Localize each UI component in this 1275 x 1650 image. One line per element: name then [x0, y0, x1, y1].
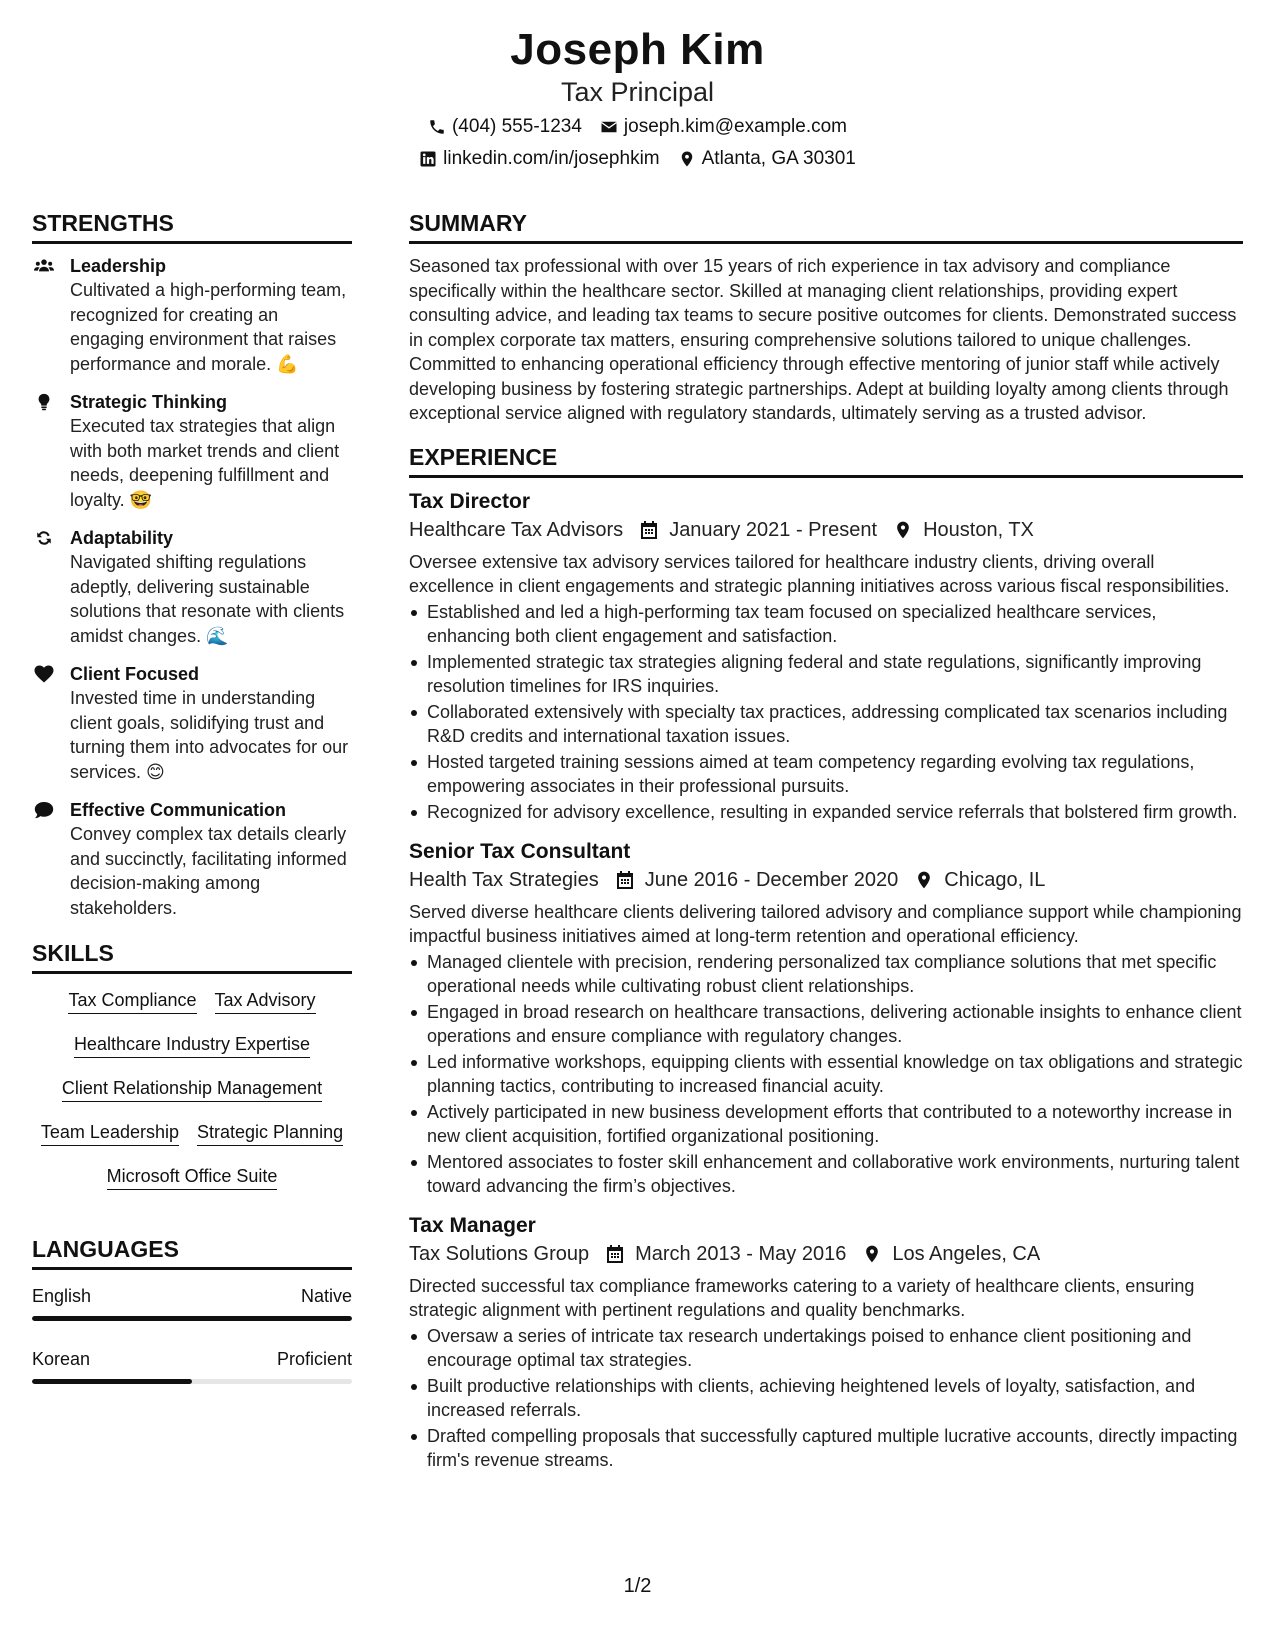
- experience-heading: EXPERIENCE: [409, 442, 1243, 478]
- job-title: Senior Tax Consultant: [409, 839, 631, 863]
- language-level: Proficient: [276, 1349, 352, 1369]
- job-bullet: Built productive relationships with clients, achieving heightened levels of loyalty, satisfaction, and increased referrals.: [409, 1374, 1243, 1422]
- language-proficiency-bar: [32, 1379, 352, 1384]
- skill-tag: Team Leadership: [41, 1120, 179, 1146]
- envelope-icon: [600, 118, 618, 136]
- linkedin-link[interactable]: linkedin.com/in/josephkim: [443, 148, 660, 169]
- job-title: Tax Director: [409, 489, 530, 513]
- strength-name: Strategic Thinking: [70, 392, 228, 412]
- skill-tag: Microsoft Office Suite: [107, 1164, 278, 1190]
- job-description: Served diverse healthcare clients delivering tailored advisory and compliance support while championing impactful business initiatives aimed at long-term retention and operational efficiency.: [409, 901, 1242, 946]
- job-meta: [409, 516, 1243, 544]
- strength-item: [32, 662, 352, 784]
- job-bullets: [409, 600, 1243, 824]
- skill-tag: Healthcare Industry Expertise: [74, 1032, 310, 1058]
- job-bullet: Collaborated extensively with specialty tax practices, addressing complicated tax scenarios including R&D credits and international taxation issues.: [409, 700, 1243, 748]
- map-pin-icon: [678, 150, 696, 168]
- map-pin-icon: [893, 520, 913, 540]
- job-bullet: Oversaw a series of intricate tax research undertakings poised to enhance client positioning and encourage optimal tax strategies.: [409, 1324, 1243, 1372]
- language-proficiency-fill: [32, 1316, 352, 1321]
- comment-icon: [32, 798, 56, 920]
- job-bullet: Recognized for advisory excellence, resulting in expanded service referrals that bolstered firm growth.: [409, 800, 1243, 824]
- location-text: Atlanta, GA 30301: [701, 148, 856, 169]
- job-bullets: [409, 950, 1243, 1198]
- job-location: Chicago, IL: [944, 868, 1046, 891]
- skill-tag: Tax Advisory: [215, 988, 316, 1014]
- map-pin-icon: [862, 1244, 882, 1264]
- job-location: Los Angeles, CA: [892, 1242, 1041, 1265]
- phone-icon: [428, 118, 446, 136]
- right-column: [409, 208, 1243, 1486]
- job-bullet: Drafted compelling proposals that successfully captured multiple lucrative accounts, directly impacting firm's revenue streams.: [409, 1424, 1243, 1472]
- contact-location: [678, 146, 856, 172]
- strength-description: Invested time in understanding client goals, solidifying trust and turning them into advocates for our services. 😊: [70, 688, 349, 782]
- language-level: Native: [300, 1286, 352, 1306]
- contact-email[interactable]: [600, 114, 847, 140]
- linkedin-icon: [419, 150, 437, 168]
- map-pin-icon: [914, 870, 934, 890]
- job-bullet: Established and led a high-performing tax team focused on specialized healthcare services, enhancing both client engagement and satisfaction.: [409, 600, 1243, 648]
- calendar-icon: [639, 520, 659, 540]
- summary-text: Seasoned tax professional with over 15 years of rich experience in tax advisory and compliance specifically within the healthcare sector. Skilled at managing client relationships, providing expert consulting advice, and leading tax teams to secure positive outcomes for clients. Demonstrated success in complex corporate tax matters, ensuring comprehensive solutions tailored to unique challenges. Committed to enhancing operational efficiency through effective mentoring of junior staff while actively developing business by fostering strategic partnerships. Adept at building loyalty among clients through exceptional service aligned with regulatory standards, ultimately serving as a trusted advisor.: [409, 256, 1237, 423]
- strength-item: [32, 526, 352, 648]
- job-title: Tax Manager: [409, 1213, 536, 1237]
- job-location: Houston, TX: [923, 518, 1034, 541]
- strength-item: [32, 798, 352, 920]
- resume-header: [0, 24, 1275, 172]
- skill-tag: Client Relationship Management: [62, 1076, 322, 1102]
- strength-item: [32, 254, 352, 376]
- strength-item: [32, 390, 352, 512]
- contact-line-2: [0, 146, 1275, 172]
- skills-list: [32, 984, 352, 1190]
- contact-linkedin[interactable]: [419, 146, 660, 172]
- left-column: [32, 208, 352, 1410]
- job-dates: March 2013 - May 2016: [635, 1242, 847, 1265]
- job-bullet: Engaged in broad research on healthcare transactions, delivering actionable insights to enhance client operations and ensure compliance with regulatory changes.: [409, 1000, 1243, 1048]
- job-entry: [409, 488, 1243, 824]
- calendar-icon: [615, 870, 635, 890]
- strength-name: Adaptability: [70, 528, 174, 548]
- job-bullet: Managed clientele with precision, rendering personalized tax compliance solutions that met specific operational needs while cultivating robust client relationships.: [409, 950, 1243, 998]
- strengths-heading: STRENGTHS: [32, 208, 352, 244]
- page-number: 1/2: [623, 1575, 652, 1597]
- job-meta: [409, 866, 1243, 894]
- job-entry: [409, 838, 1243, 1198]
- strength-name: Effective Communication: [70, 800, 287, 820]
- heart-icon: [32, 662, 56, 784]
- job-dates: January 2021 - Present: [669, 518, 878, 541]
- lightbulb-icon: [32, 390, 56, 512]
- job-company: Healthcare Tax Advisors: [409, 518, 624, 541]
- skills-heading: SKILLS: [32, 938, 352, 974]
- summary-heading: SUMMARY: [409, 208, 1243, 244]
- language-name: Korean: [32, 1349, 91, 1369]
- strength-description: Convey complex tax details clearly and succinctly, facilitating informed decision-making among stakeholders.: [70, 824, 347, 918]
- strength-description: Cultivated a high-performing team, recognized for creating an engaging environment that raises performance and morale. 💪: [70, 280, 347, 374]
- language-proficiency-fill: [32, 1379, 192, 1384]
- job-bullets: [409, 1324, 1243, 1472]
- skill-tag: Tax Compliance: [68, 988, 196, 1014]
- skill-tag: Strategic Planning: [197, 1120, 343, 1146]
- calendar-icon: [605, 1244, 625, 1264]
- strength-description: Executed tax strategies that align with both market trends and client needs, deepening fulfillment and loyalty. 🤓: [70, 416, 340, 510]
- language-row: [32, 1284, 352, 1308]
- job-bullet: Implemented strategic tax strategies aligning federal and state regulations, significantly improving resolution timelines for IRS inquiries.: [409, 650, 1243, 698]
- job-entry: [409, 1212, 1243, 1472]
- job-bullet: Mentored associates to foster skill enhancement and collaborative work environments, nurturing talent toward advancing the firm’s objectives.: [409, 1150, 1243, 1198]
- users-icon: [32, 254, 56, 376]
- job-description: Directed successful tax compliance frameworks catering to a variety of healthcare clients, ensuring strategic alignment with pertinent regulations and quality benchmarks.: [409, 1275, 1195, 1320]
- languages-list: [32, 1284, 352, 1384]
- language-proficiency-bar: [32, 1316, 352, 1321]
- sync-icon: [32, 526, 56, 648]
- job-dates: June 2016 - December 2020: [644, 868, 899, 891]
- experience-list: [409, 488, 1243, 1472]
- languages-heading: LANGUAGES: [32, 1234, 352, 1270]
- strength-description: Navigated shifting regulations adeptly, delivering sustainable solutions that resonate with clients amidst changes. 🌊: [70, 552, 345, 646]
- strength-name: Leadership: [70, 256, 167, 276]
- strength-name: Client Focused: [70, 664, 200, 684]
- job-bullet: Actively participated in new business development efforts that contributed to a noteworthy increase in new client acquisition, fortified organizational positioning.: [409, 1100, 1243, 1148]
- job-bullet: Hosted targeted training sessions aimed at team competency regarding evolving tax regulations, empowering associates in their professional pursuits.: [409, 750, 1243, 798]
- candidate-name: Joseph Kim: [510, 25, 765, 74]
- job-description: Oversee extensive tax advisory services tailored for healthcare industry clients, driving overall excellence in client engagements and strategic planning initiatives across various fiscal responsibilities.: [409, 551, 1230, 596]
- phone-text: (404) 555-1234: [451, 116, 582, 137]
- job-company: Tax Solutions Group: [409, 1242, 590, 1265]
- language-name: English: [32, 1286, 92, 1306]
- language-row: [32, 1347, 352, 1371]
- contact-line-1: [0, 114, 1275, 140]
- job-bullet: Led informative workshops, equipping clients with essential knowledge on tax obligations and strategic planning tactics, contributing to increased financial acuity.: [409, 1050, 1243, 1098]
- email-link[interactable]: joseph.kim@example.com: [623, 116, 848, 137]
- job-company: Health Tax Strategies: [409, 868, 599, 891]
- candidate-title: Tax Principal: [560, 77, 715, 107]
- contact-phone: [428, 114, 582, 140]
- job-meta: [409, 1240, 1243, 1268]
